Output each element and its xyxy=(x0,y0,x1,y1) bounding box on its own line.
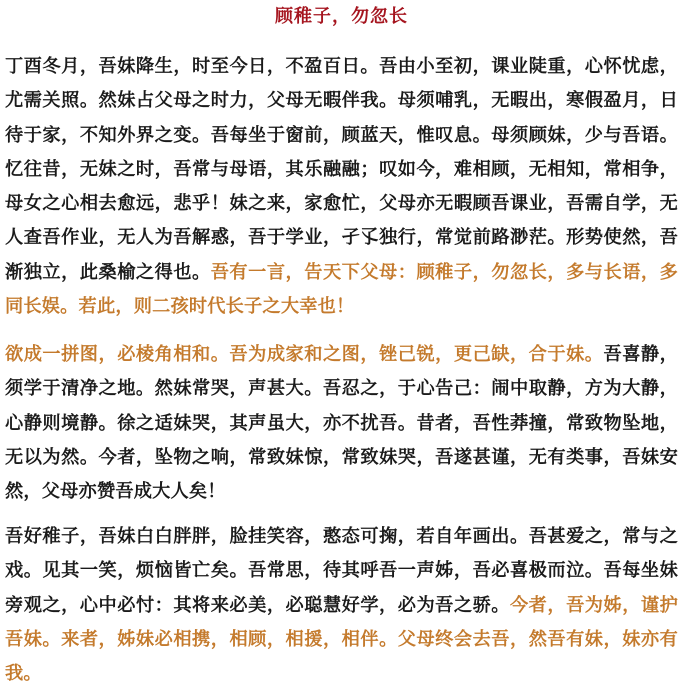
paragraph-1-highlight: 吾有一言，告天下父母：顾稚子，勿忽长，多与长语，多同长娱。若此，则二孩时代长子之大幸也！ xyxy=(5,261,678,318)
paragraph-1 xyxy=(5,50,678,324)
paragraph-2-highlight: 欲成一拼图，必棱角相和。吾为成家和之图，锉己锐，更己缺，合于妹。 xyxy=(5,344,604,365)
paragraph-3-highlight: 今者，吾为姊，谨护吾妹。来者，姊妹必相携，相顾，相援，相伴。父母终会去吾，然吾有妹，妹亦有我。 xyxy=(5,594,678,685)
paragraph-2 xyxy=(5,338,678,509)
paragraph-2-text: 吾喜静，须学于清净之地。然妹常哭，声甚大。吾忍之，于心告己：闹中取静，方为大静，心静则境静。徐之适妹哭，其声虽大，亦不扰吾。昔者，吾性莽撞，常致物坠地，无以为然。今者，坠物之响，常致妹惊，常致妹哭，吾遂甚谨，无有类事，吾妹安然，父母亦赞吾成大人矣！ xyxy=(5,344,678,503)
paragraph-3-text: 吾好稚子，吾妹白白胖胖，脸挂笑容，憨态可掬，若自年画出。吾甚爱之，常与之戏。见其一笑，烦恼皆亡矣。吾常思，待其呼吾一声姊，吾必喜极而泣。吾每坐妹旁观之，心中必忖：其将来必美，必聪慧好学，必为吾之骄。 xyxy=(5,526,678,616)
paragraph-3 xyxy=(5,520,678,691)
article-title: 顾稚子，勿忽长 xyxy=(275,6,408,27)
paragraph-1-text: 丁酉冬月，吾妹降生，时至今日，不盈百日。吾由小至初，课业陡重，心怀忧虑，尤需关照。然妹占父母之时力，父母无暇伴我。母须哺乳，无暇出，寒假盈月，日待于家，不知外界之变。吾每坐于窗前，顾蓝天，惟叹息。母须顾妹，少与吾语。忆往昔，无妹之时，吾常与母语，其乐融融；叹如今，难相顾，无相知，常相争，母女之心相去愈远，悲乎！妹之来，家愈忙，父母亦无暇顾吾课业，吾需自学，无人查吾作业，无人为吾解惑，吾于学业，孑孓独行，常觉前路渺茫。形势使然，吾渐独立，此桑榆之得也。 xyxy=(5,56,678,283)
